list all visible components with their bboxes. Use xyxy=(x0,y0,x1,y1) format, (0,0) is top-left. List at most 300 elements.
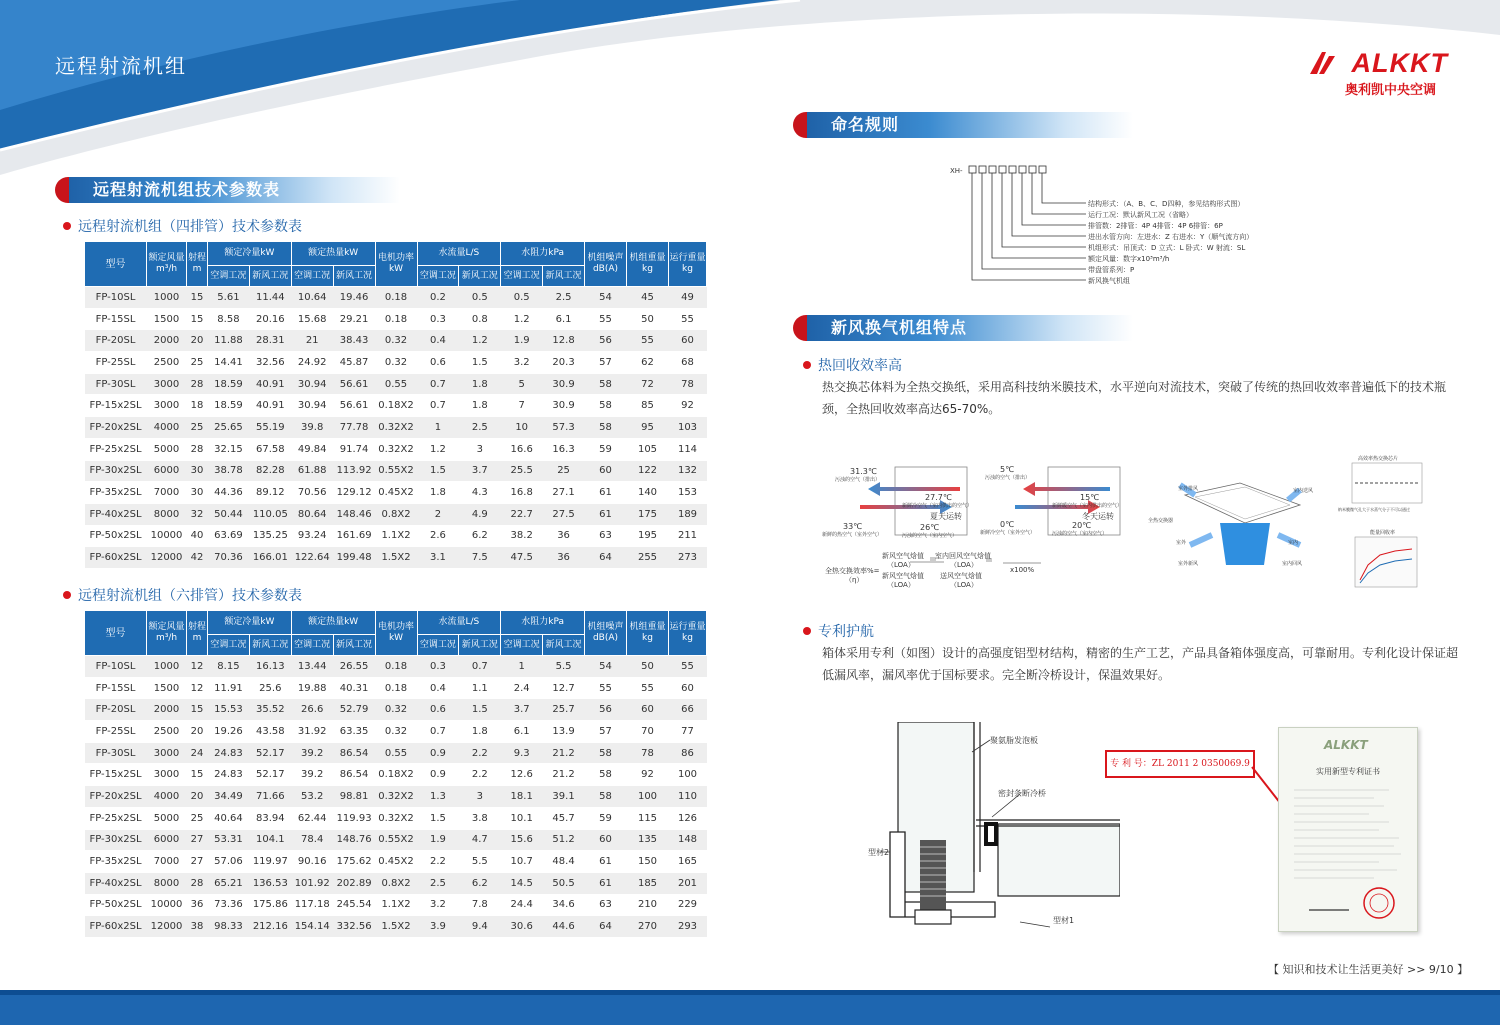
table-cell: 78.4 xyxy=(291,829,333,851)
table-cell: 63.69 xyxy=(208,525,250,547)
table-cell: 0.5 xyxy=(501,287,543,309)
table-cell: 92 xyxy=(669,395,707,417)
table-cell: 1.8 xyxy=(459,721,501,743)
logo-subtitle: 奥利凯中央空调 xyxy=(1344,83,1436,98)
table-cell: 63.35 xyxy=(333,721,375,743)
table-cell: 28 xyxy=(187,438,208,460)
table-cell: 3.7 xyxy=(459,460,501,482)
table-cell: 229 xyxy=(669,894,707,916)
table-cell: 93.24 xyxy=(291,525,333,547)
table-cell: 21.2 xyxy=(543,742,585,764)
table-cell: 1.2 xyxy=(417,438,459,460)
table-cell: 2.5 xyxy=(459,417,501,439)
table-cell: 12 xyxy=(187,656,208,678)
table-row xyxy=(85,851,707,873)
profile-cross-section: 聚氨脂发泡板 密封条断冷桥 型材2 型材1 xyxy=(860,722,1120,937)
table-cell: 1.5X2 xyxy=(375,547,417,569)
patent-certificate xyxy=(1278,727,1418,932)
table-cell: 45.7 xyxy=(543,807,585,829)
table-cell: FP-20x2SL xyxy=(85,786,147,808)
bullet-icon xyxy=(63,591,71,599)
table-cell: 175.86 xyxy=(249,894,291,916)
table-cell: 0.9 xyxy=(417,742,459,764)
table-cell: 58 xyxy=(585,742,627,764)
table-cell: 0.32X2 xyxy=(375,807,417,829)
table-cell: 61.88 xyxy=(291,460,333,482)
table-row xyxy=(85,547,707,569)
table2-title: 远程射流机组（六排管）技术参数表 xyxy=(63,585,302,605)
table-cell: 189 xyxy=(669,503,707,525)
table-cell: 25.7 xyxy=(543,699,585,721)
table-cell: 10 xyxy=(501,417,543,439)
table-cell: 0.3 xyxy=(417,656,459,678)
table-cell: 40.31 xyxy=(333,677,375,699)
table-cell: 13.44 xyxy=(291,656,333,678)
table-row xyxy=(85,677,707,699)
table-cell: 95 xyxy=(627,417,669,439)
table-row xyxy=(85,872,707,894)
table-cell: 22.7 xyxy=(501,503,543,525)
table-cell: 0.18X2 xyxy=(375,764,417,786)
table-cell: 1 xyxy=(417,417,459,439)
table-cell: 15.6 xyxy=(501,829,543,851)
bullet-icon xyxy=(803,627,811,635)
table-cell: 12.7 xyxy=(543,677,585,699)
table-cell: 1.5 xyxy=(459,699,501,721)
table-cell: 36 xyxy=(187,894,208,916)
table-cell: 1.5 xyxy=(417,460,459,482)
table-cell: 12.8 xyxy=(543,330,585,352)
table-cell: 5000 xyxy=(147,438,187,460)
table-cell: FP-40x2SL xyxy=(85,503,147,525)
table-cell: 49.84 xyxy=(291,438,333,460)
table-row xyxy=(85,503,707,525)
table-cell: 58 xyxy=(585,786,627,808)
table-cell: 1.1 xyxy=(459,677,501,699)
table-cell: FP-25x2SL xyxy=(85,438,147,460)
table-cell: 1.1X2 xyxy=(375,525,417,547)
table-cell: FP-15x2SL xyxy=(85,395,147,417)
table-cell: 7000 xyxy=(147,482,187,504)
table-cell: FP-40x2SL xyxy=(85,872,147,894)
table-cell: 55 xyxy=(585,677,627,699)
table-cell: 55 xyxy=(669,308,707,330)
table-cell: 293 xyxy=(669,916,707,938)
table-cell: 40.64 xyxy=(208,807,250,829)
table-cell: 165 xyxy=(669,851,707,873)
table-cell: 38.2 xyxy=(501,525,543,547)
table-cell: 48.4 xyxy=(543,851,585,873)
table-cell: 25 xyxy=(187,417,208,439)
table-cell: 0.7 xyxy=(459,656,501,678)
footer-band xyxy=(0,990,1500,1025)
table-cell: 58 xyxy=(585,417,627,439)
table-cell: 119.97 xyxy=(249,851,291,873)
table-cell: 82.28 xyxy=(249,460,291,482)
table-cell: 195 xyxy=(627,525,669,547)
table-cell: 3000 xyxy=(147,764,187,786)
table-cell: 4000 xyxy=(147,417,187,439)
col-model: 型号 xyxy=(85,242,147,287)
table-cell: 26.6 xyxy=(291,699,333,721)
table-cell: 91.74 xyxy=(333,438,375,460)
table-cell: 4.3 xyxy=(459,482,501,504)
table-cell: 20 xyxy=(187,721,208,743)
table-cell: 110 xyxy=(669,786,707,808)
table-cell: 126 xyxy=(669,807,707,829)
table-cell: 0.8X2 xyxy=(375,503,417,525)
table-cell: 13.9 xyxy=(543,721,585,743)
table-cell: 6000 xyxy=(147,460,187,482)
table-cell: 11.88 xyxy=(208,330,250,352)
table-cell: 3.9 xyxy=(417,916,459,938)
table-cell: FP-15SL xyxy=(85,677,147,699)
table-cell: 5 xyxy=(501,373,543,395)
naming-title: 命名规则 xyxy=(831,115,900,134)
table-cell: 0.6 xyxy=(417,352,459,374)
table-row xyxy=(85,699,707,721)
table-row xyxy=(85,460,707,482)
spec-table-four-row: 型号 额定风量 m³/h 射程 m 额定冷量kW 额定热量kW 电机功率 kW 水流量L/S 水阻力kPa 机组噪声 dB(A) 机组重量 kg 运行重量 kg 空调工况 新风工况 空调工况 新风工况 空调工况 新风工况 空调工况 新风工况 FP-10SL 1000 15 5.61 11.44 10.64 19.46 0.18 0.2 0.5 0.5 2.5 54 45 49 FP-15SL 1500 15 8.58 20.16 15.68 29.21 0.18 0.3 0.8 1.2 6.1 55 50 55 FP-20SL 2000 20 11.88 28.31 21 38.43 0.32 0.4 1.2 1.9 12.8 56 55 60 FP-25SL 2500 25 14.41 32.56 24.92 45.87 0.32 0.6 1.5 3.2 20.3 57 62 68 FP-30SL 3000 28 18.59 40.91 30.94 56.61 0.55 0.7 1.8 5 30.9 58 72 78 FP-15x2SL 3000 18 18.59 40.91 30.94 56.61 0.18X2 0.7 1.8 7 30.9 58 85 92 FP-20x2SL 4000 25 25.65 55.19 39.8 77.78 0.32X2 1 2.5 10 57.3 58 95 103 FP-25x2SL 5000 28 32.15 67.58 49.84 91.74 0.32X2 1.2 3 16.6 16.3 59 105 114 FP-30x2SL 6000 30 38.78 82.28 61.88 113.92 0.55X2 1.5 3.7 25.5 25 60 122 132 FP-35x2SL 7000 30 44.36 89.12 70.56 129.12 0.45X2 1.8 4.3 16.8 27.1 61 140 153 FP-40x2SL 8000 32 50.44 110.05 80.64 148.46 0.8X2 2 4.9 22.7 27.5 61 175 189 FP-50x2SL 10000 40 63.69 135.25 93.24 161.69 1.1X2 2.6 6.2 38.2 36 63 195 211 FP-60x2SL 12000 42 70.36 166.01 122.64 199.48 1.5X2 3.1 7.5 47.5 36 64 255 273 xyxy=(84,241,707,569)
table-cell: 15.68 xyxy=(291,308,333,330)
table-cell: 10000 xyxy=(147,894,187,916)
table-cell: 0.55X2 xyxy=(375,460,417,482)
bullet-icon xyxy=(803,361,811,369)
table-cell: 24.4 xyxy=(501,894,543,916)
table-cell: 55 xyxy=(627,677,669,699)
table-cell: 3000 xyxy=(147,742,187,764)
table-cell: 2 xyxy=(417,503,459,525)
table-cell: 19.26 xyxy=(208,721,250,743)
table-cell: 10.64 xyxy=(291,287,333,309)
table-cell: 0.2 xyxy=(417,287,459,309)
table-cell: 140 xyxy=(627,482,669,504)
page-title: 远程射流机组 xyxy=(55,54,187,78)
spec-table-six-row: 型号 额定风量 m³/h 射程 m 额定冷量kW 额定热量kW 电机功率 kW 水流量L/S 水阻力kPa 机组噪声 dB(A) 机组重量 kg 运行重量 kg 空调工况 新风工况 空调工况 新风工况 空调工况 新风工况 空调工况 新风工况 FP-10SL 1000 12 8.15 16.13 13.44 26.55 0.18 0.3 0.7 1 5.5 54 50 55 FP-15SL 1500 12 11.91 25.6 19.88 40.31 0.18 0.4 1.1 2.4 12.7 55 55 60 FP-20SL 2000 15 15.53 35.52 26.6 52.79 0.32 0.6 1.5 3.7 25.7 56 60 66 FP-25SL 2500 20 19.26 43.58 31.92 63.35 0.32 0.7 1.8 6.1 13.9 57 70 77 FP-30SL 3000 24 24.83 52.17 39.2 86.54 0.55 0.9 2.2 9.3 21.2 58 78 86 FP-15x2SL 3000 15 24.83 52.17 39.2 86.54 0.18X2 0.9 2.2 12.6 21.2 58 92 100 FP-20x2SL 4000 20 34.49 71.66 53.2 98.81 0.32X2 1.3 3 18.1 39.1 58 100 110 FP-25x2SL 5000 25 40.64 83.94 62.44 119.93 0.32X2 1.5 3.8 10.1 45.7 59 115 126 FP-30x2SL 6000 27 53.31 104.1 78.4 148.76 0.55X2 1.9 4.7 15.6 51.2 60 135 148 FP-35x2SL 7000 27 57.06 119.97 90.16 175.62 0.45X2 2.2 5.5 10.7 48.4 61 150 165 FP-40x2SL 8000 28 65.21 136.53 101.92 202.89 0.8X2 2.5 6.2 14.5 50.5 61 185 201 FP-50x2SL 10000 36 73.36 175.86 117.18 245.54 1.1X2 3.2 7.8 24.4 34.6 63 210 229 FP-60x2SL 12000 38 98.33 212.16 154.14 332.56 1.5X2 3.9 9.4 30.6 44.6 64 270 293 xyxy=(84,610,707,938)
table-cell: FP-25x2SL xyxy=(85,807,147,829)
table-cell: 6.2 xyxy=(459,872,501,894)
table-cell: 30.94 xyxy=(291,373,333,395)
table-cell: 40.91 xyxy=(249,395,291,417)
table-cell: FP-20x2SL xyxy=(85,417,147,439)
table-cell: 122 xyxy=(627,460,669,482)
table-cell: 30 xyxy=(187,482,208,504)
table-cell: 25.5 xyxy=(501,460,543,482)
table-cell: 104.1 xyxy=(249,829,291,851)
table-cell: 0.18 xyxy=(375,287,417,309)
certificate-title: 实用新型专利证书 xyxy=(1316,767,1380,776)
table-cell: 16.3 xyxy=(543,438,585,460)
table-cell: 2500 xyxy=(147,721,187,743)
table-cell: 64 xyxy=(585,916,627,938)
table-cell: 55 xyxy=(669,656,707,678)
table-cell: FP-30SL xyxy=(85,742,147,764)
table-cell: 10.7 xyxy=(501,851,543,873)
table-cell: 52.17 xyxy=(249,742,291,764)
table-cell: 20 xyxy=(187,786,208,808)
table-cell: 0.32 xyxy=(375,330,417,352)
table-cell: 9.3 xyxy=(501,742,543,764)
table-cell: 20.16 xyxy=(249,308,291,330)
table-cell: 25 xyxy=(187,807,208,829)
table-cell: 122.64 xyxy=(291,547,333,569)
table-cell: 61 xyxy=(585,872,627,894)
table-cell: 0.32X2 xyxy=(375,438,417,460)
table-cell: 148 xyxy=(669,829,707,851)
table-cell: 3 xyxy=(459,786,501,808)
table-cell: 4.9 xyxy=(459,503,501,525)
table-cell: 44.6 xyxy=(543,916,585,938)
table-cell: 61 xyxy=(585,851,627,873)
table-cell: 54 xyxy=(585,656,627,678)
table-cell: 3.2 xyxy=(417,894,459,916)
table-cell: 245.54 xyxy=(333,894,375,916)
table-cell: 210 xyxy=(627,894,669,916)
table-cell: 39.8 xyxy=(291,417,333,439)
col-water-res: 水阻力kPa xyxy=(501,242,585,266)
table-cell: 7 xyxy=(501,395,543,417)
table-cell: 9.4 xyxy=(459,916,501,938)
table-cell: 39.2 xyxy=(291,742,333,764)
table-cell: 12000 xyxy=(147,916,187,938)
table-cell: 0.32 xyxy=(375,352,417,374)
table-cell: 56 xyxy=(585,699,627,721)
table-cell: 6.1 xyxy=(501,721,543,743)
table-cell: 0.3 xyxy=(417,308,459,330)
table-cell: 136.53 xyxy=(249,872,291,894)
table-cell: 0.45X2 xyxy=(375,482,417,504)
table-cell: 2.4 xyxy=(501,677,543,699)
table-cell: 80.64 xyxy=(291,503,333,525)
table-cell: 135.25 xyxy=(249,525,291,547)
table-cell: 1.8 xyxy=(459,373,501,395)
table-cell: FP-20SL xyxy=(85,330,147,352)
table-cell: 175 xyxy=(627,503,669,525)
table-cell: 3 xyxy=(459,438,501,460)
certificate-logo: ALKKT xyxy=(1324,738,1368,752)
table-cell: 332.56 xyxy=(333,916,375,938)
table-cell: 3.8 xyxy=(459,807,501,829)
table-cell: 161.69 xyxy=(333,525,375,547)
col-noise: 机组噪声 dB(A) xyxy=(585,242,627,287)
table-cell: 58 xyxy=(585,373,627,395)
table-cell: 52.79 xyxy=(333,699,375,721)
table-cell: 0.55 xyxy=(375,373,417,395)
table-cell: 113.92 xyxy=(333,460,375,482)
table-cell: 50 xyxy=(627,308,669,330)
table-cell: 55 xyxy=(585,308,627,330)
table-cell: 67.58 xyxy=(249,438,291,460)
bullet-icon xyxy=(63,222,71,230)
table-cell: 4000 xyxy=(147,786,187,808)
table-cell: 98.33 xyxy=(208,916,250,938)
table-row xyxy=(85,721,707,743)
table-cell: 59 xyxy=(585,807,627,829)
table-cell: 7.8 xyxy=(459,894,501,916)
table-cell: 27 xyxy=(187,851,208,873)
table-cell: 201 xyxy=(669,872,707,894)
table-cell: 44.36 xyxy=(208,482,250,504)
table-cell: 1 xyxy=(501,656,543,678)
table-cell: 0.9 xyxy=(417,764,459,786)
table-cell: 35.52 xyxy=(249,699,291,721)
table-cell: 24.92 xyxy=(291,352,333,374)
table-cell: 50.5 xyxy=(543,872,585,894)
table-cell: 55 xyxy=(627,330,669,352)
table-cell: 103 xyxy=(669,417,707,439)
table-cell: 2000 xyxy=(147,699,187,721)
table-cell: 70.56 xyxy=(291,482,333,504)
table-cell: 114 xyxy=(669,438,707,460)
table-cell: 0.32X2 xyxy=(375,786,417,808)
table-cell: 38.43 xyxy=(333,330,375,352)
table-cell: 1.9 xyxy=(417,829,459,851)
table-cell: FP-10SL xyxy=(85,287,147,309)
table-cell: 64 xyxy=(585,547,627,569)
table-cell: 45.87 xyxy=(333,352,375,374)
table-cell: 57.3 xyxy=(543,417,585,439)
table-cell: 25 xyxy=(187,352,208,374)
table-cell: 60 xyxy=(669,677,707,699)
table-cell: 0.5 xyxy=(459,287,501,309)
col-range: 射程 m xyxy=(187,242,208,287)
table-cell: 0.8 xyxy=(459,308,501,330)
table-row xyxy=(85,438,707,460)
table-cell: 86.54 xyxy=(333,742,375,764)
logo-brand: ALKKT xyxy=(1351,48,1448,78)
col-heating: 额定热量kW xyxy=(291,242,375,266)
table-cell: 70 xyxy=(627,721,669,743)
table-cell: 12.6 xyxy=(501,764,543,786)
table-cell: 132 xyxy=(669,460,707,482)
table-cell: 51.2 xyxy=(543,829,585,851)
table-row xyxy=(85,287,707,309)
table-cell: 77.78 xyxy=(333,417,375,439)
footer-text: 【 知识和技术让生活更美好 >> 9/10 】 xyxy=(1268,963,1469,976)
table-cell: 16.8 xyxy=(501,482,543,504)
table-cell: 60 xyxy=(627,699,669,721)
table-cell: 60 xyxy=(585,460,627,482)
table-cell: 32.15 xyxy=(208,438,250,460)
table-cell: 62 xyxy=(627,352,669,374)
table-cell: 71.66 xyxy=(249,786,291,808)
table-cell: 1.3 xyxy=(417,786,459,808)
table-cell: 5.5 xyxy=(543,656,585,678)
table-cell: 100 xyxy=(627,786,669,808)
heat-exchange-diagram: 31.3℃ 污浊的空气（排出） 27.7℃ 新鲜冷空气（室内供出的空气） 夏天运转 33℃ 新鲜的热空气（室外空气） 26℃ 污浊的空气（室内空气） 5℃ 污浊的空气（排出） 15℃ 新鲜暖空气（室内供出的空气） 冬天运转 0℃ 新鲜冷空气（室外空气） 20℃ 污浊的空气（室内空气） 全热交换效率%= （η） 新风空气焓值 （LOA） 新风空气焓值 （LOA） 室内回风空气焓值 （LOA） 送风空气焓值 （LOA） x100% 高效率热交换芯片 室外排风 室内送风 全热交换器 室外 室内 室外新风 室内回风 纳米膜微气孔大于水蒸气分子不可以通过 能量回收率 xyxy=(820,455,1440,595)
table-cell: 12000 xyxy=(147,547,187,569)
table-cell: 30.9 xyxy=(543,373,585,395)
table-cell: 8.58 xyxy=(208,308,250,330)
table-cell: 89.12 xyxy=(249,482,291,504)
table-row xyxy=(85,829,707,851)
table-cell: 66 xyxy=(669,699,707,721)
table-cell: 55.19 xyxy=(249,417,291,439)
table1-title: 远程射流机组（四排管）技术参数表 xyxy=(63,216,302,236)
table-row xyxy=(85,742,707,764)
table-cell: 0.8X2 xyxy=(375,872,417,894)
table-cell: 43.58 xyxy=(249,721,291,743)
table-cell: 1.8 xyxy=(459,395,501,417)
table-cell: FP-50x2SL xyxy=(85,525,147,547)
table-cell: 63 xyxy=(585,894,627,916)
table-cell: 25.65 xyxy=(208,417,250,439)
table-cell: 185 xyxy=(627,872,669,894)
table-cell: FP-60x2SL xyxy=(85,916,147,938)
heat-recovery-title: 热回收效率高 xyxy=(803,355,902,375)
table-cell: 199.48 xyxy=(333,547,375,569)
table-cell: 85 xyxy=(627,395,669,417)
table-cell: 50 xyxy=(627,656,669,678)
table-cell: 270 xyxy=(627,916,669,938)
table-cell: 57.06 xyxy=(208,851,250,873)
table-cell: 27.1 xyxy=(543,482,585,504)
table-cell: FP-30SL xyxy=(85,373,147,395)
table-cell: FP-15SL xyxy=(85,308,147,330)
table-cell: 78 xyxy=(627,742,669,764)
table-cell: 30.6 xyxy=(501,916,543,938)
table-cell: 10.1 xyxy=(501,807,543,829)
table-cell: 21.2 xyxy=(543,764,585,786)
table-cell: 3.2 xyxy=(501,352,543,374)
patent-title: 专利护航 xyxy=(803,621,874,641)
table-cell: 3.7 xyxy=(501,699,543,721)
table-cell: 16.6 xyxy=(501,438,543,460)
table-cell: 28 xyxy=(187,872,208,894)
table-row xyxy=(85,525,707,547)
table-cell: 24.83 xyxy=(208,742,250,764)
table-cell: 5.5 xyxy=(459,851,501,873)
table-cell: 1.9 xyxy=(501,330,543,352)
table-cell: 1000 xyxy=(147,656,187,678)
table-cell: 56.61 xyxy=(333,395,375,417)
table-cell: 40 xyxy=(187,525,208,547)
table-cell: 24.83 xyxy=(208,764,250,786)
table-cell: 6.1 xyxy=(543,308,585,330)
table-cell: 0.32 xyxy=(375,721,417,743)
table-cell: 25.6 xyxy=(249,677,291,699)
table-cell: 0.6 xyxy=(417,699,459,721)
table-row xyxy=(85,786,707,808)
table-cell: 20.3 xyxy=(543,352,585,374)
table-cell: 36 xyxy=(543,525,585,547)
table-cell: 105 xyxy=(627,438,669,460)
col-cooling: 额定冷量kW xyxy=(208,242,292,266)
table-cell: 3000 xyxy=(147,395,187,417)
table-cell: 34.49 xyxy=(208,786,250,808)
table-cell: 57 xyxy=(585,721,627,743)
patent-number: 专 利 号：ZL 2011 2 0350069.9 xyxy=(1105,750,1255,778)
table-cell: 15 xyxy=(187,287,208,309)
table-cell: 8000 xyxy=(147,872,187,894)
table-cell: 11.44 xyxy=(249,287,291,309)
table-row xyxy=(85,352,707,374)
features-title: 新风换气机组特点 xyxy=(831,318,968,337)
table-cell: 1.1X2 xyxy=(375,894,417,916)
table-cell: 211 xyxy=(669,525,707,547)
table-cell: 30.9 xyxy=(543,395,585,417)
table-cell: 0.18 xyxy=(375,656,417,678)
table-row xyxy=(85,417,707,439)
col-water-flow: 水流量L/S xyxy=(417,242,501,266)
table-row xyxy=(85,373,707,395)
table-cell: 18.59 xyxy=(208,395,250,417)
table-cell: 0.55X2 xyxy=(375,829,417,851)
features-title-bar xyxy=(793,315,1133,341)
table-cell: 273 xyxy=(669,547,707,569)
table-cell: 255 xyxy=(627,547,669,569)
table-cell: 60 xyxy=(669,330,707,352)
